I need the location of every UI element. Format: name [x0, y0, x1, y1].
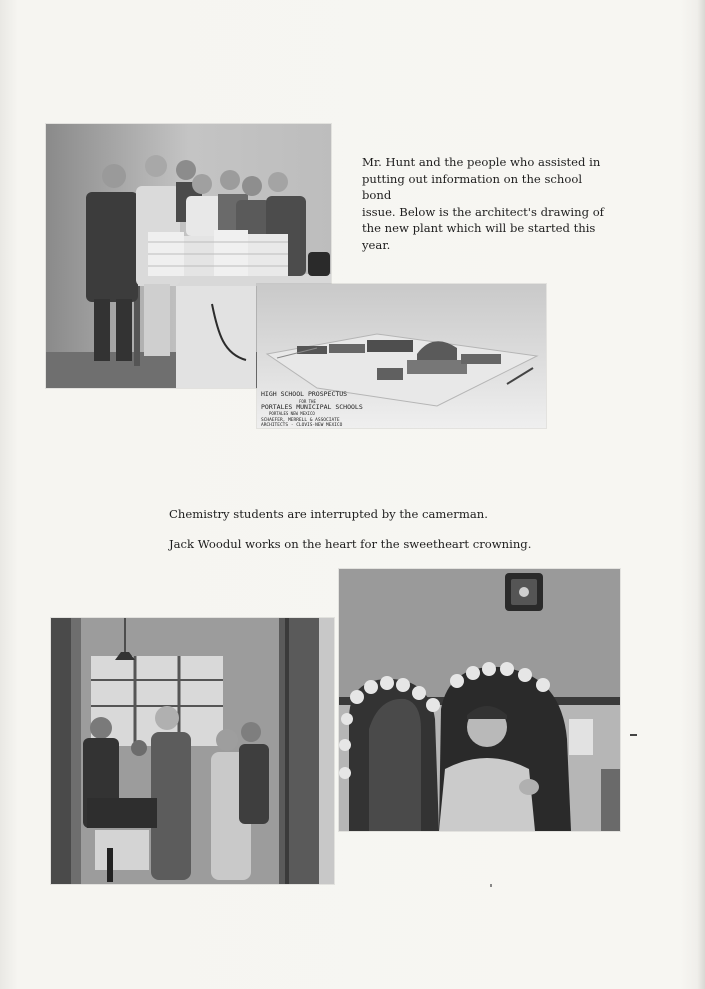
caption-bond-issue — [362, 154, 612, 254]
drawing-title-line-5: SCHAEFER, MERRELL & ASSOCIATE — [261, 418, 340, 423]
drawing-title-line-3: PORTALES MUNICIPAL SCHOOLS — [261, 403, 363, 411]
page-speck — [490, 884, 492, 887]
page-speck — [630, 734, 637, 736]
drawing-title-line-2: FOR THE — [299, 399, 316, 404]
caption-line-4: the new plant which will be started this — [362, 221, 596, 236]
drawing-title-line-4: PORTALES NEW MEXICO — [269, 411, 315, 416]
caption-line-2: putting out information on the school bond — [362, 171, 583, 203]
photo-woodul-heart — [339, 569, 620, 831]
caption-line-1: Mr. Hunt and the people who assisted in — [362, 155, 601, 169]
caption-chemistry: Chemistry students are interrupted by the camerman. — [169, 507, 488, 521]
caption-line-3: issue. Below is the architect's drawing of — [362, 204, 604, 219]
caption-line-5: year. — [362, 237, 391, 252]
photo-chemistry-students — [51, 618, 334, 884]
drawing-title-line-6: ARCHITECTS · CLOVIS·NEW MEXICO — [261, 423, 343, 428]
caption-woodul: Jack Woodul works on the heart for the sweetheart crowning. — [169, 537, 532, 551]
photo-architect-drawing — [257, 284, 546, 428]
drawing-title-line-1: HIGH SCHOOL PROSPECTUS — [261, 390, 348, 398]
page-edge-shadow — [697, 0, 705, 989]
